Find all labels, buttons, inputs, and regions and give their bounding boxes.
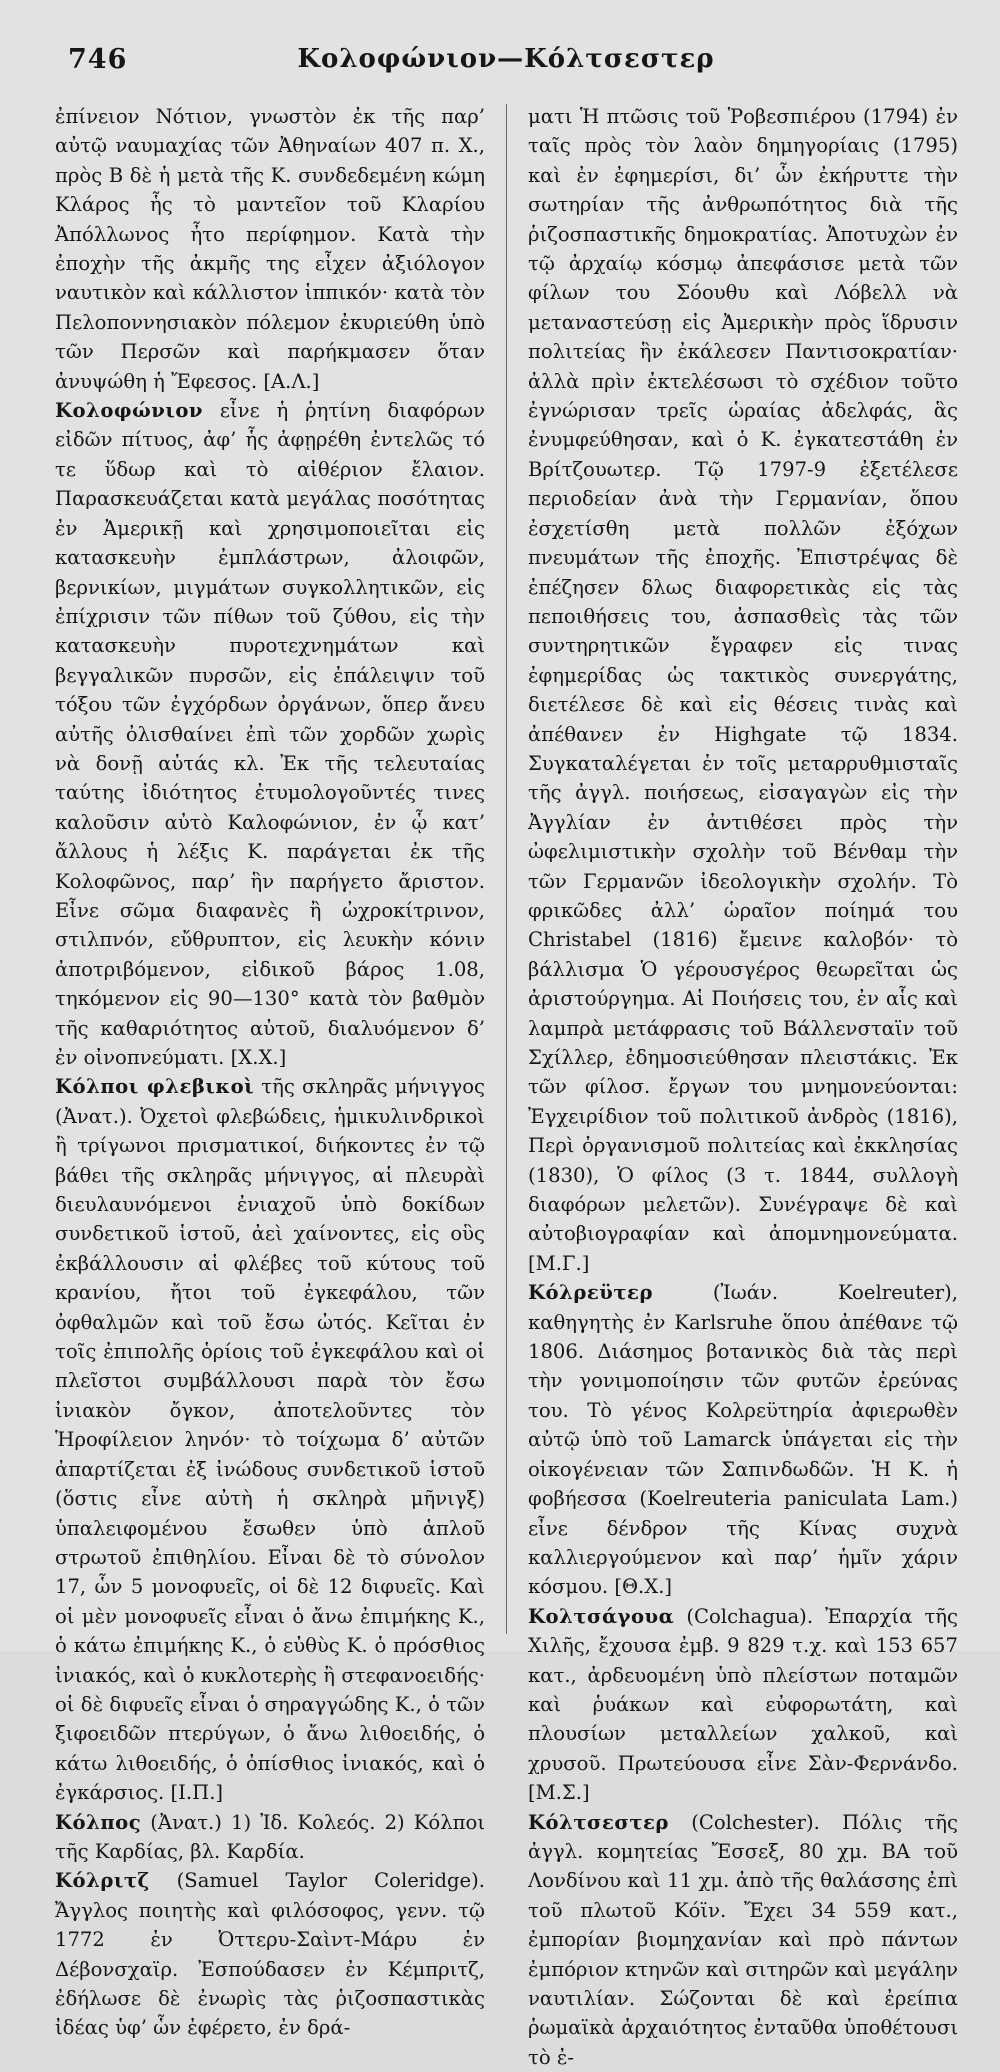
entry-body: (Colchagua). Ἐπαρχία τῆς Χιλῆς, ἔχουσα ἐμβ. 9 829 τ.χ. καὶ 153 657 κατ., ἀρδευομένη ὑπὸ πλείστων ποταμῶν καὶ ῥυάκων καὶ εὐφορωτάτη, καὶ πλουσίων μεταλλείων χαλκοῦ, καὶ χρυσοῦ. Πρωτεύουσα εἶνε Σὰν-Φερνάνδο. [Μ.Σ.] <box>528 1604 958 1805</box>
entry-kolpos <box>55 1808 485 1867</box>
entry-koltsagua <box>528 1602 958 1808</box>
entry-headword: Κόλριτζ <box>55 1869 150 1893</box>
entry-koltsester <box>528 1808 958 2072</box>
entry-body: (Ἰωάν. Koelreuter), καθηγητὴς ἐν Karlsruhe ὅπου ἀπέθανε τῷ 1806. Διάσημος βοτανικὸς διὰ τὰς περὶ τὴν γονιμοποίησιν τῶν φυτῶν ἐρεύνας του. Τὸ γένος Κολρεϋτηρία ἀφιερωθὲν αὐτῷ ὑπὸ τοῦ Lamarck ὑπάγεται εἰς τὴν οἰκογένειαν τῶν Σαπινδωδῶν. Ἡ Κ. ἡ φοβήεσσα (Koelreuteria paniculata Lam.) εἶνε δένδρον τῆς Κίνας συχνὰ καλλιεργούμενον καὶ παρ’ ἡμῖν χάριν κόσμου. [Θ.Χ.] <box>528 1281 958 1599</box>
entry-body: (Ἀνατ.) 1) Ἰδ. Κολεός. 2) Κόλποι τῆς Καρδίας, βλ. Καρδία. <box>55 1810 485 1863</box>
entry-body: (Colchester). Πόλις τῆς ἀγγλ. κομητείας Ἔσσεξ, 80 χμ. ΒΑ τοῦ Λονδίνου καὶ 11 χμ. ἀπὸ τῆς θαλάσσης ἐπὶ τοῦ πλωτοῦ Κόϊν. Ἔχει 34 559 κατ., ἐμπορίαν βιομηχανίαν καὶ πρὸ πάντων ἐμπόριον κτηνῶν καὶ σιτηρῶν καὶ μεγάλην ναυτιλίαν. Σώζονται δὲ καὶ ἐρείπια ῥωμαϊκὰ ἀρχαιότητος ἐνταῦθα ὑποθέτουσι τὸ ἐ- <box>528 1810 958 2069</box>
entry-headword: Κόλτσεστερ <box>528 1810 669 1834</box>
entry-kolpoi-flevikoi <box>55 1072 485 1807</box>
entry-continuation: ματι Ἡ πτῶσις τοῦ Ῥοβεσπιέρου (1794) ἐν ταῖς πρὸς τὸν λαὸν δημηγορίαις (1795) καὶ ἐν ἐφημερίσι, δι’ ὧν ἐκήρυττε τὴν σωτηρίαν τῆς ἀνθρωπότητος διὰ τῆς ῥιζοσπαστικῆς δημοκρατίας. Ἀποτυχὼν ἐν τῷ ἀρχαίῳ κόσμῳ ἀπεφάσισε μετὰ τῶν φίλων του Σόουθυ καὶ Λόβελλ νὰ μεταναστεύσῃ εἰς Ἀμερικὴν πρὸς ἵδρυσιν πολιτείας ἣν ἐκάλεσεν Παντισοκρατίαν· ἀλλὰ πρὶν ἐκτελέσωσι τὸ σχέδιον τοῦτο ἐγνώρισαν τρεῖς ὡραίας ἀδελφάς, ἃς ἐνυμφεύθησαν, καὶ ὁ Κ. ἐγκατεστάθη ἐν Βρίτζουωτερ. Τῷ 1797-9 ἐξετέλεσε περιοδείαν ἀνὰ τὴν Γερμανίαν, ὅπου ἐσχετίσθη μετὰ πολλῶν ἐξόχων πνευμάτων τῆς ἐποχῆς. Ἐπιστρέψας δὲ ἐπέζησεν δλως διαφορετικὰς εἰς τὰς πεποιθήσεις του, ἀσπασθεὶς τὰς τῶν συντηρητικῶν ἔγραφεν εἰς τινας ἐφημερίδας ὡς τακτικὸς συνεργάτης, διετέλεσε δὲ καὶ εἰς θέσεις τινὰς καὶ ἀπέθανεν ἐν Highgate τῷ 1834. Συγκαταλέγεται ἐν τοῖς μεταρρυθμισταῖς τῆς ἀγγλ. ποιήσεως, εἰσαγαγὼν εἰς τὴν Ἀγγλίαν ἐν ἀντιθέσει πρὸς τὴν ὠφελιμιστικὴν σχολὴν τοῦ Βένθαμ τὴν τῶν Γερμανῶν ἰδεολογικὴν σχολήν. Τὸ φρικῶδες ἀλλ’ ὡραῖον ποίημά του Christabel (1816) ἔμεινε καλοβόν· τὸ βάλλισμα Ὁ γέρουσγέρος θεωρεῖται ὡς ἀριστούργημα. Αἱ Ποιήσεις του, ἐν αἷς καὶ λαμπρὰ μετάφρασις τοῦ Βάλλενσταϊν τοῦ Σχίλλερ, ἐδημοσιεύθησαν πλειστάκις. Ἐκ τῶν φίλοσ. ἔργων του μνημονεύονται: Ἐγχειρίδιον τοῦ πολιτικοῦ ἀνδρὸς (1816), Περὶ ὀργανισμοῦ πολιτείας καὶ ἐκκλησίας (1830), Ὁ φίλος (3 τ. 1844, συλλογὴ διαφόρων μελετῶν). Συνέγραψε δὲ καὶ αὐτοβιογραφίαν καὶ ἀπομνημονεύματα. [Μ.Γ.] <box>528 105 958 1275</box>
right-column <box>528 102 958 2072</box>
page-number: 746 <box>68 44 128 75</box>
entry-body: εἶνε ἡ ῥητίνη διαφόρων εἰδῶν πίτυος, ἀφ’ ἧς ἀφῃρέθη ἐντελῶς τό τε ὕδωρ καὶ τὸ αἰθέριον ἔλαιον. Παρασκευάζεται κατὰ μεγάλας ποσότητας ἐν Ἀμερικῇ καὶ χρησιμοποιεῖται εἰς κατασκευὴν ἐμπλάστρων, ἀλοιφῶν, βερνικίων, μιγμάτων συγκολλητικῶν, εἰς ἐπίχρισιν τῶν πίθων τοῦ ζύθου, εἰς τὴν κατασκευὴν πυροτεχνημάτων καὶ βεγγαλικῶν πυρσῶν, εἰς ἐπάλειψιν τοῦ τόξου τῶν ἐγχόρδων ὀργάνων, ὅπερ ἄνευ αὐτῆς ὀλισθαίνει ἐπὶ τῶν χορδῶν χωρὶς νὰ δονῇ αὐτάς κλ. Ἐκ τῆς τελευταίας ταύτης ἰδιότητος ἐτυμολογοῦντές τινες καλοῦσιν αὐτὸ Καλοφώνιον, ἐν ᾧ κατ’ ἄλλους ἡ λέξις Κ. παράγεται ἐκ τῆς Κολοφῶνος, παρ’ ἣν παρήγετο ἄριστον. Εἶνε σῶμα διαφανὲς ἢ ὠχροκίτρινον, στιλπνόν, εὔθρυπτον, εἰς λευκὴν κόνιν ἀποτριβόμενον, εἰδικοῦ βάρος 1.08, τηκόμενον εἰς 90—130° κατὰ τὸν βαθμὸν τῆς καθαριότητος αὐτοῦ, διαλυόμενον δ’ ἐν οἰνοπνεύματι. [Χ.Χ.] <box>55 399 485 1069</box>
entry-headword: Κολτσάγουα <box>528 1604 675 1628</box>
running-head: Κολοφώνιον—Κόλτσεστερ <box>297 44 715 74</box>
entry-headword: Κολοφώνιον <box>55 399 204 423</box>
entry-body: τῆς σκληρᾶς μήνιγγος (Ἀνατ.). Ὀχετοὶ φλεβώδεις, ἡμικυλινδρικοὶ ἢ τρίγωνοι πρισματικοί, διήκοντες ἐν τῷ βάθει τῆς σκληρᾶς μήνιγγος, αἱ πλευρὰὶ διευλαυνόμενοι ἐνιαχοῦ ὑπὸ δοκίδων συνδετικοῦ ἱστοῦ, ἀεὶ χαίνοντες, εἰς οὓς ἐκβάλλουσιν αἱ φλέβες τοῦ κύτους τοῦ κρανίου, ἤτοι τοῦ ἐγκεφάλου, τῶν ὀφθαλμῶν καὶ τοῦ ἔσω ὠτός. Κεῖται ἐν τοῖς ἐπιπολῆς ὁρίοις τοῦ ἐγκεφάλου καὶ οἱ πλεῖστοι συμβάλλουσι παρὰ τὸν ἔσω ἰνιακὸν ὄγκον, ἀποτελοῦντες τὸν Ἡροφίλειον ληνόν· τὸ τοίχωμα δ’ αὐτῶν ἀπαρτίζεται ἐξ ἰνώδους συνδετικοῦ ἱστοῦ (ὅστις εἶνε αὐτὴ ἡ σκληρὰ μῆνιγξ) ὑπαλειφομένου ἔσωθεν ὑπὸ ἁπλοῦ στρωτοῦ ἐπιθηλίου. Εἶναι δὲ τὸ σύνολον 17, ὧν 5 μονοφυεῖς, οἱ δὲ 12 διφυεῖς. Καὶ οἱ μὲν μονοφυεῖς εἶναι ὁ ἄνω ἐπιμήκης Κ., ὁ κάτω ἐπιμήκης Κ., ὁ εὐθὺς Κ. ὁ πρόσθιος ἰνιακός, καὶ ὁ κυκλοτερὴς ἢ στεφανοειδής· οἱ δὲ διφυεῖς εἶναι ὁ σηραγγώδης Κ., ὁ τῶν ξιφοειδῶν πτερύγων, ὁ ἄνω λιθοειδής, ὁ κάτω λιθοειδής, ὁ ὀπίσθιος ἰνιακός, καὶ ὁ ἐγκάρσιος. [Ι.Π.] <box>55 1075 485 1805</box>
left-column <box>55 102 485 2043</box>
entry-continuation: ἐπίνειον Νότιον, γνωστὸν ἐκ τῆς παρ’ αὐτῷ ναυμαχίας τῶν Ἀθηναίων 407 π. Χ., πρὸς Β δὲ ἡ μετὰ τῆς Κ. συνδεδεμένη κώμη Κλάρος ἧς τὸ μαντεῖον τοῦ Κλαρίου Ἀπόλλωνος ἦτο περίφημον. Κατὰ τὴν ἐποχὴν τῆς ἀκμῆς της εἶχεν ἀξιόλογον ναυτικὸν καὶ κάλλιστον ἱππικόν· κατὰ τὸν Πελοποννησιακὸν πόλεμον ἐκυριεύθη ὑπὸ τῶν Περσῶν καὶ παρήκμασεν ὅταν ἀνυψώθη ἡ Ἔφεσος. [Α.Λ.] <box>55 105 485 393</box>
entry-kolreuter <box>528 1278 958 1601</box>
entry-kolritz <box>55 1866 485 2042</box>
entry-body: (Samuel Taylor Coleridge). Ἄγγλος ποιητὴς καὶ φιλόσοφος, γενν. τῷ 1772 ἐν Ὀττερυ-Σαὶντ-Μάρυ ἐν Δέβονσχαϊρ. Ἐσπούδασεν ἐν Κέμπριτζ, ἐδήλωσε δὲ ἐνωρὶς τὰς ῥιζοσπαστικὰς ἰδέας ὑφ’ ὧν ἐφέρετο, ἐν δρά- <box>55 1869 485 2040</box>
page-header <box>62 44 950 80</box>
entry-headword: Κόλποι φλεβικοὶ <box>55 1075 255 1099</box>
column-divider <box>506 104 507 1634</box>
entry-headword: Κόλπος <box>55 1810 142 1834</box>
entry-headword: Κόλρεϋτερ <box>528 1281 653 1305</box>
entry-kolofonion <box>55 396 485 1072</box>
